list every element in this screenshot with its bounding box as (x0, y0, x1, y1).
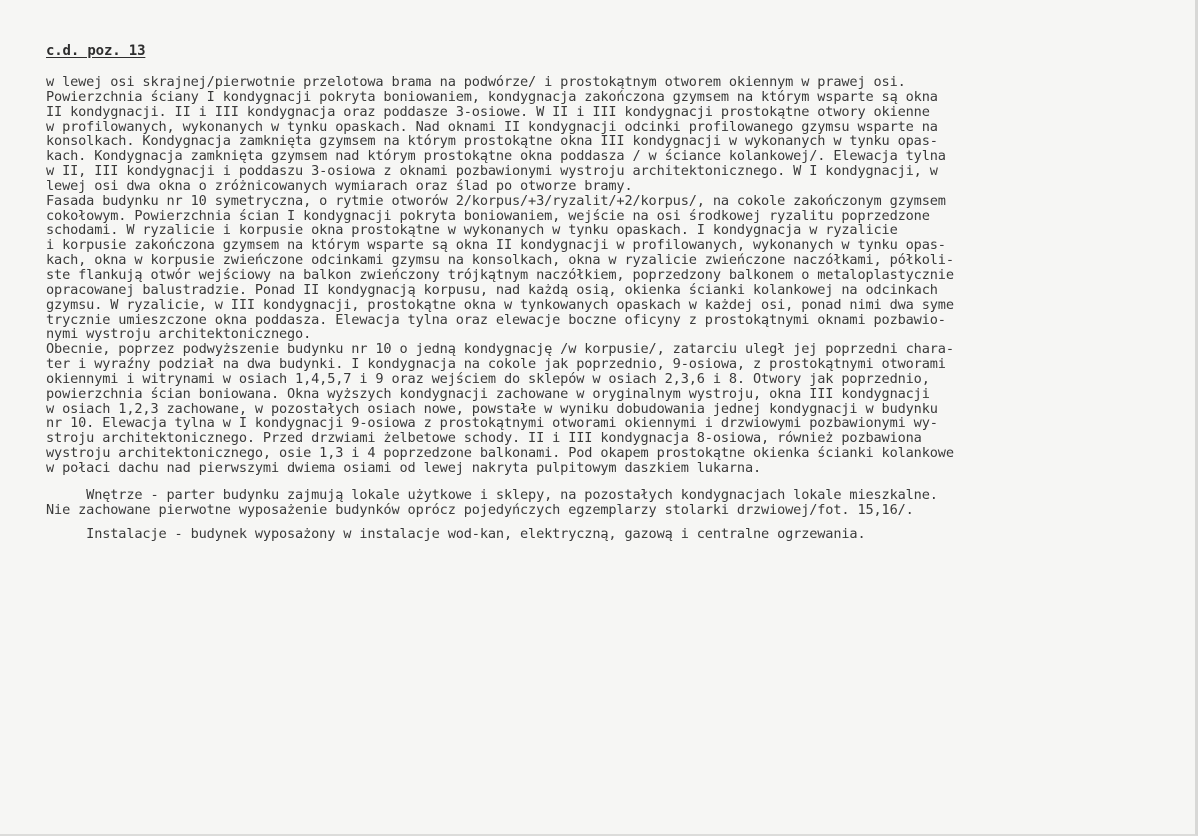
text-line: w II, III kondygnacji i poddaszu 3-osiowa z oknami pozbawionymi wystroju architektonicznego. W I kondygnacji, w (46, 163, 938, 180)
text-line: i korpusie zakończona gzymsem na którym wsparte są okna II kondygnacji w profilowanych, wykonanych w tynku opas- (46, 237, 946, 254)
installation-paragraph (46, 527, 1194, 542)
text-line: trycznie umieszczone okna poddasza. Elewacja tylna oraz elewacje boczne oficyny z prostokątnymi oknami pozbawio- (46, 311, 946, 328)
text-line: w profilowanych, wykonanych w tynku opaskach. Nad oknami II kondygnacji odcinki profilowanego gzymsu wsparte na (46, 118, 938, 135)
text-line: nr 10. Elewacja tylna w I kondygnacji 9-osiowa z prostokątnymi otworami okiennymi i drzwiowymi pozbawionymi wy- (46, 415, 938, 432)
text-line: konsolkach. Kondygnacja zamknięta gzymsem na którym prostokątne okna III kondygnacji w wykonanych w tynku opas- (46, 133, 938, 150)
text-line: gzymsu. W ryzalicie, w III kondygnacji, prostokątne okna w tynkowanych opaskach w każdej osi, ponad nimi dwa syme (46, 296, 954, 313)
text-line: ste flankują otwór wejściowy na balkon zwieńczony trójkątnym naczółkiem, poprzedzony balkonem o metaloplastycznie (46, 266, 954, 283)
text-line: II kondygnacji. II i III kondygnacja oraz poddasze 3-osiowe. W II i III kondygnacji prostokątne otwory okienne (46, 103, 930, 120)
text-line: lewej osi dwa okna o zróżnicowanych wymiarach oraz ślad po otworze bramy. (46, 177, 633, 194)
text-line: Powierzchnia ściany I kondygnacji pokryta boniowaniem, kondygnacja zakończona gzymsem na którym wsparte są okna (46, 88, 938, 105)
typed-text (46, 44, 1194, 542)
text-line: w lewej osi skrajnej/pierwotnie przelotowa brama na podwórze/ i prostokątnym otworem okiennym w prawej osi. (46, 74, 906, 90)
text-line: wystroju architektonicznego, osie 1,3 i 4 poprzedzone balkonami. Pod okapem prostokątne okienka ścianki kolankowe (46, 445, 954, 462)
paragraph-gap (46, 476, 1194, 488)
text-line: Instalacje - budynek wyposażony w instalacje wod-kan, elektryczną, gazową i centralne ogrzewania. (46, 526, 866, 543)
text-line: kach, okna w korpusie zwieńczone odcinkami gzymsu na konsolkach, okna w ryzalicie zwieńczone naczółkami, półkoli- (46, 252, 954, 269)
text-line: Wnętrze - parter budynku zajmują lokale użytkowe i sklepy, na pozostałych kondygnacjach lokale mieszkalne. (46, 486, 938, 503)
text-line: powierzchnia ścian boniowana. Okna wyższych kondygnacji zachowane w oryginalnym wystroju, okna III kondygnacji (46, 385, 930, 402)
text-line: w połaci dachu nad pierwszymi dwiema osiami od lewej nakryta pulpitowym daszkiem lukarna. (46, 459, 762, 476)
text-line: cokołowym. Powierzchnia ścian I kondygnacji pokryta boniowaniem, wejście na osi środkowej ryzalitu poprzedzone (46, 207, 930, 224)
interior-paragraph (46, 488, 1194, 518)
text-line: w osiach 1,2,3 zachowane, w pozostałych osiach nowe, powstałe w wyniku dobudowania jednej kondygnacji w budynku (46, 400, 938, 417)
text-line: stroju architektonicznego. Przed drzwiami żelbetowe schody. II i III kondygnacja 8-osiowa, również pozbawiona (46, 430, 922, 447)
text-line: okiennymi i witrynami w osiach 1,4,5,7 i 9 oraz wejściem do sklepów w osiach 2,3,6 i 8. Otwory jak poprzednio, (46, 370, 930, 387)
text-line: ter i wyraźny podział na dwa budynki. I kondygnacja na cokole jak poprzednio, 9-osiowa, z prostokątnymi otworami (46, 356, 946, 373)
description-paragraph (46, 75, 1194, 476)
text-line: kach. Kondygnacja zamknięta gzymsem nad którym prostokątne okna poddasza / w ściance kolankowej/. Elewacja tylna (46, 148, 946, 165)
text-line: nymi wystroju architektonicznego. (46, 326, 312, 343)
text-line: Nie zachowane pierwotne wyposażenie budynków oprócz pojedyńczych egzemplarzy stolarki drzwiowej/fot. 15,16/. (46, 501, 914, 518)
text-line: Obecnie, poprzez podwyższenie budynku nr 10 o jedną kondygnację /w korpusie/, zatarciu uległ jej poprzedni chara- (46, 341, 954, 358)
text-line: Fasada budynku nr 10 symetryczna, o rytmie otworów 2/korpus/+3/ryzalit/+2/korpus/, na cokole zakończonym gzymsem (46, 192, 946, 209)
card-heading: c.d. poz. 13 (46, 43, 146, 59)
text-line: schodami. W ryzalicie i korpusie okna prostokątne w wykonanych w tynku opaskach. I kondygnacja w ryzalicie (46, 222, 898, 239)
text-line: opracowanej balustradzie. Ponad II kondygnacją korpusu, nad każdą osią, okienka ścianki kolankowej na odcinkach (46, 281, 938, 298)
